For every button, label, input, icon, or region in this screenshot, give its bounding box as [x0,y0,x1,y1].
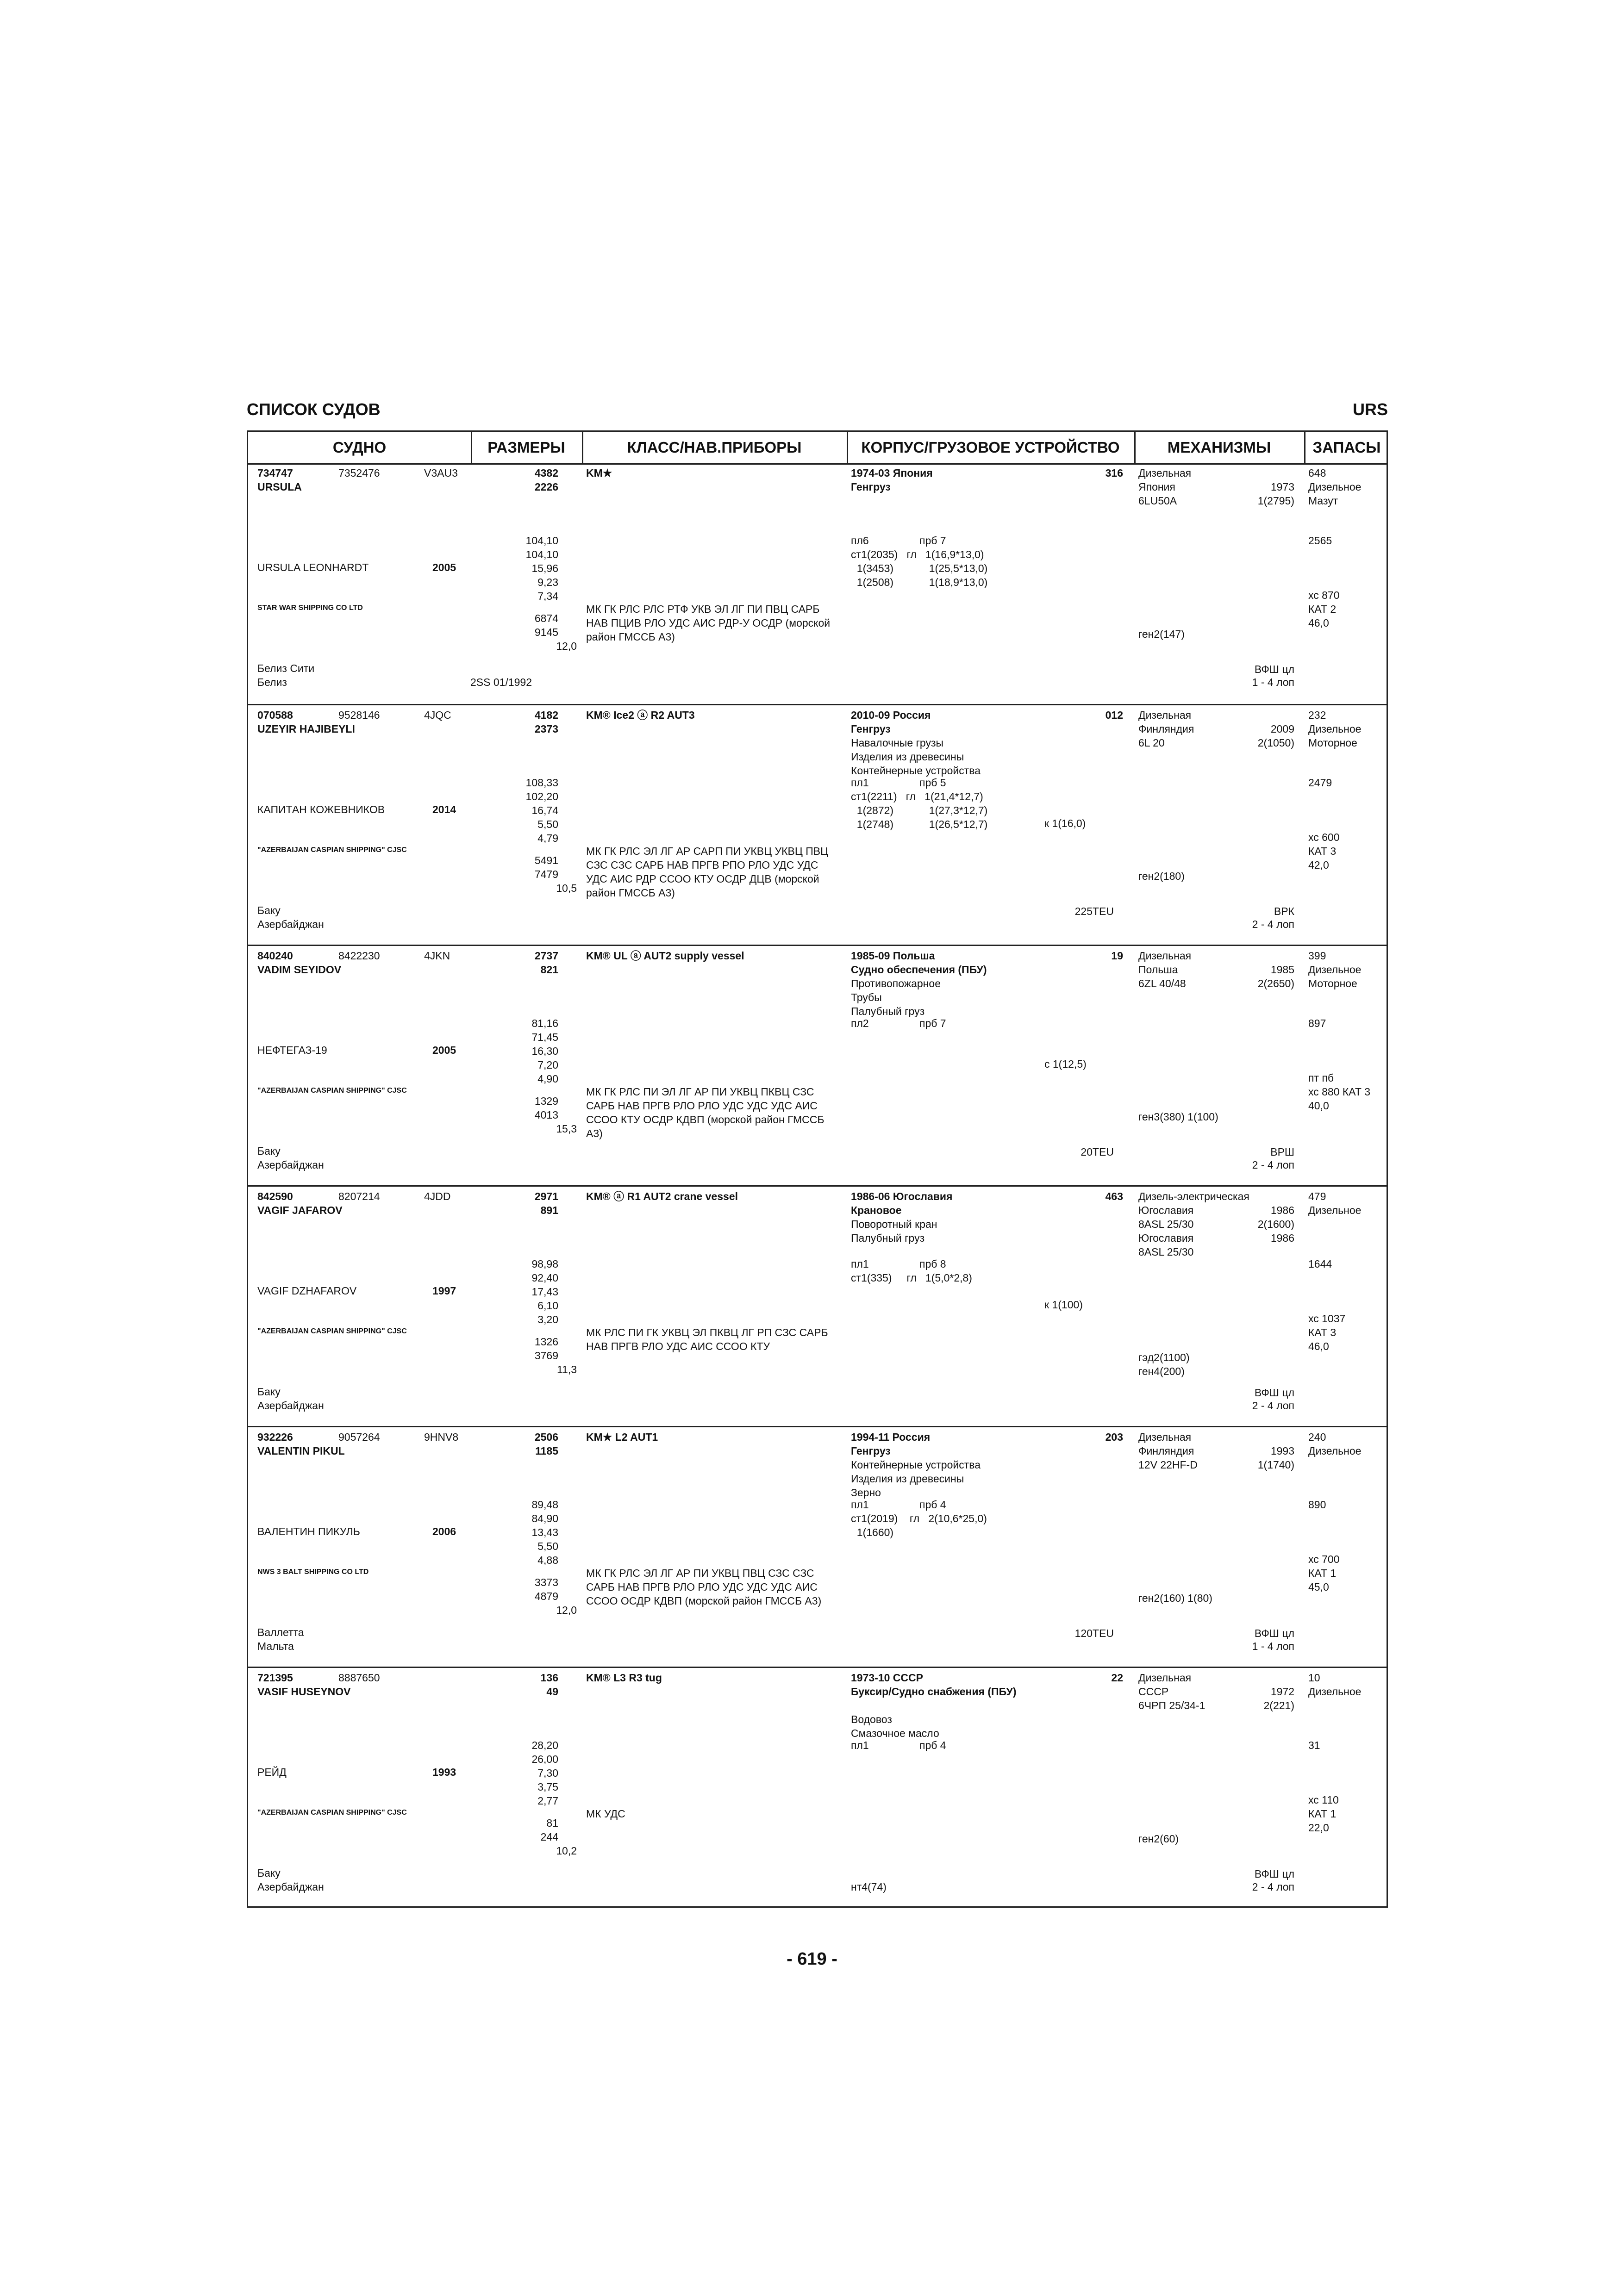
teu-capacity: 120TEU [1074,1627,1114,1639]
flag-country: Азербайджан [257,1400,324,1412]
deadweight-value: 3769 [534,1350,558,1362]
propeller-blades: 2 - 4 лоп [1252,1881,1294,1893]
deadweight-value: 244 [540,1831,558,1843]
class-notation: KM® UL ⓐ AUT2 supply vessel [586,950,744,962]
class-notation: KM® L3 R3 tug [586,1672,662,1684]
dimension-value: 2,77 [537,1795,558,1807]
generators: ген2(147) [1138,628,1185,640]
engine-country: Югославия [1138,1204,1194,1216]
dimension-value: 3,75 [537,1781,558,1793]
generators: ген2(60) [1138,1833,1179,1845]
dimension-value: 102,20 [525,790,558,803]
vessel-name: URSULA [257,481,302,493]
ship-record [248,463,1387,704]
teu-capacity: 20TEU [1081,1146,1114,1158]
ship-record [248,1185,1387,1427]
holds: пл6 [851,535,869,547]
flag-country: Белиз [257,676,287,688]
engine-model: 6L 20 [1138,737,1165,749]
cargo-volume: хс 700 [1308,1553,1340,1565]
engine-year-2: 1986 [1270,1232,1294,1244]
supply-capacity: 479 [1308,1190,1326,1202]
deadweight-value: 5491 [534,854,558,866]
class-notation: KM★ L2 AUT1 [586,1431,658,1443]
engine-year: 1986 [1270,1204,1294,1216]
net-tonnage: 891 [540,1204,558,1216]
engine-country: Польша [1138,964,1178,976]
net-tonnage: 821 [540,964,558,976]
dimension-value: 81,16 [531,1017,558,1029]
engine-year: 1972 [1270,1686,1294,1698]
propeller-blades: 1 - 4 лоп [1252,1640,1294,1652]
supply-capacity: 240 [1308,1431,1326,1443]
hatch-covers: ст1(2211) гл 1(21,4*12,7) 1(2872) 1(27,3*12,7) 1(2748) 1(26,5*12,7) [851,790,988,830]
engine-year: 2009 [1270,723,1294,735]
holds: пл1 [851,1258,869,1270]
imo-number: 9528146 [338,709,380,721]
dimension-value: 7,30 [537,1767,558,1779]
dimension-value: 28,20 [531,1739,558,1751]
gross-tonnage: 2737 [534,950,558,962]
bulkheads: прб 7 [919,1017,946,1029]
supply-volume: 2479 [1308,777,1332,789]
category: КАТ 1 [1308,1808,1337,1820]
propeller-type: ВФШ цл [1254,663,1294,675]
engine-country: СССР [1138,1686,1169,1698]
former-name: VAGIF DZHAFAROV [257,1285,357,1297]
engine-model: 6LU50A [1138,495,1177,507]
flag-country: Азербайджан [257,1881,324,1893]
category: КАТ 3 [1308,845,1337,857]
navigation-equipment: МК ГК РЛС РЛС РТФ УКВ ЭЛ ЛГ ПИ ПВЦ САРБ НАВ ПЦИВ РЛО УДС АИС РДР-У ОСДР (морской район ГМССБ А3) [586,603,831,643]
former-name-year: 1997 [432,1285,456,1297]
owner: "AZERBAIJAN CASPIAN SHIPPING" CJSC [257,1809,407,1817]
dimension-value: 71,45 [531,1031,558,1043]
gross-tonnage: 2506 [534,1431,558,1443]
vessel-type: Судно обеспечения (ПБУ) [851,964,987,976]
range: 46,0 [1308,617,1329,629]
navigation-equipment: МК ГК РЛС ПИ ЭЛ ЛГ АР ПИ УКВЦ ПКВЦ СЗС САРБ НАВ ПРГВ РЛО РЛО УДС УДС УДС АИС ССОО КТУ ОСДР КДВП (морской район ГМССБ А3) [586,1086,824,1139]
bulkheads: прб 7 [919,535,946,547]
reg-number: 734747 [257,467,293,479]
dimension-value: 108,33 [525,777,558,789]
holds: пл2 [851,1017,869,1029]
build-info: 1974-03 Япония [851,467,933,479]
engine-power: 2(1050) [1257,737,1294,749]
home-port: Баку [257,904,281,916]
former-name-year: 2005 [432,1044,456,1056]
vessel-name: UZEYIR HAJIBEYLI [257,723,355,735]
former-name: ВАЛЕНТИН ПИКУЛЬ [257,1525,360,1537]
supply-volume: 1644 [1308,1258,1332,1270]
fuel-grade: Моторное [1308,977,1357,989]
engine-power: 2(2650) [1257,977,1294,989]
dimension-value: 104,10 [525,548,558,560]
deadweight-value: 3373 [534,1576,558,1588]
crane: к 1(100) [1044,1299,1083,1311]
holds: пл1 [851,1739,869,1751]
header-machinery: МЕХАНИЗМЫ [1167,439,1271,456]
dimension-value: 92,40 [531,1272,558,1284]
header-hull: КОРПУС/ГРУЗОВОЕ УСТРОЙСТВО [861,439,1120,456]
bulkheads: прб 8 [919,1258,946,1270]
dimension-value: 84,90 [531,1512,558,1524]
ship-record [248,1426,1387,1668]
call-sign: 4JKN [424,950,450,962]
fuel-type: Дизельное [1308,481,1362,493]
generators: гэд2(1100) [1138,1351,1190,1363]
ship-table [247,430,1388,1908]
net-tonnage: 1185 [535,1445,558,1457]
dimension-value: 3,20 [537,1313,558,1325]
deadweight-value: 11,3 [556,1363,577,1375]
engine-year: 1993 [1270,1445,1294,1457]
owner: NWS 3 BALT SHIPPING CO LTD [257,1568,369,1576]
engine-power: 1(2795) [1257,495,1294,507]
build-info: 1986-06 Югославия [851,1190,953,1202]
fuel-grade: Моторное [1308,737,1357,749]
former-name-year: 2005 [432,561,456,573]
dimension-value: 89,48 [531,1499,558,1511]
propeller-type: ВРК [1274,905,1294,917]
reg-number: 070588 [257,709,293,721]
build-info: 2010-09 Россия [851,709,931,721]
propeller-type: ВФШ цл [1254,1868,1294,1880]
yard-code: 22 [1111,1672,1123,1684]
propeller-blades: 1 - 4 лоп [1252,676,1294,688]
page-title: СПИСОК СУДОВ [247,400,381,419]
deadweight-value: 12,0 [556,1604,577,1616]
deadweight-value: 15,3 [556,1123,577,1135]
deadweight-value: 7479 [534,868,558,880]
fuel-type: Дизельное [1308,1445,1362,1457]
table-header [248,432,1387,465]
navigation-equipment: МК ГК РЛС ЭЛ ЛГ АР ПИ УКВЦ ПВЦ СЗС СЗС САРБ НАВ ПРГВ РЛО РЛО УДС УДС УДС АИС ССОО ОСДР КДВП (морской район ГМССБ А3) [586,1567,822,1607]
reg-number: 840240 [257,950,293,962]
supply-volume: 2565 [1308,535,1332,547]
dimension-value: 4,79 [537,832,558,844]
dimension-value: 13,43 [531,1526,558,1538]
tank-info: нт4(74) [851,1881,887,1893]
engine-type: Дизельная [1138,467,1192,479]
propeller-blades: 2 - 4 лоп [1252,1400,1294,1412]
dimension-value: 104,10 [525,535,558,547]
reg-number: 932226 [257,1431,293,1443]
fuel-grade: Мазут [1308,495,1338,507]
gross-tonnage: 136 [540,1672,558,1684]
imo-number: 8422230 [338,950,380,962]
fuel-type: Дизельное [1308,1204,1362,1216]
propeller-blades: 2 - 4 лоп [1252,1159,1294,1171]
owner: "AZERBAIJAN CASPIAN SHIPPING" CJSC [257,1087,407,1095]
cargo-volume: хс 870 [1308,589,1340,601]
bulkheads: прб 5 [919,777,946,789]
cargo-volume: хс 1037 [1308,1313,1346,1325]
engine-type: Дизель-электрическая [1138,1190,1249,1202]
navigation-equipment: МК УДС [586,1808,625,1820]
ship-record [248,704,1387,946]
cargo-types: Навалочные грузы Изделия из древесины Контейнерные устройства [851,737,981,777]
engine-type: Дизельная [1138,1431,1192,1443]
ship-record [248,945,1387,1187]
gross-tonnage: 2971 [534,1190,558,1202]
vessel-type: Генгруз [851,481,891,493]
imo-number: 8207214 [338,1190,380,1202]
dimension-value: 17,43 [531,1286,558,1298]
yard-code: 203 [1105,1431,1123,1443]
ship-record [248,1667,1387,1909]
dimension-value: 4,90 [537,1073,558,1085]
cargo-volume: хс 110 [1308,1794,1339,1806]
engine-country: Финляндия [1138,1445,1194,1457]
owner: STAR WAR SHIPPING CO LTD [257,604,363,612]
vessel-type: Генгруз [851,723,891,735]
dimension-value: 98,98 [531,1258,558,1270]
engine-model-2: 8ASL 25/30 [1138,1246,1194,1258]
supply-capacity: 648 [1308,467,1326,479]
engine-type: Дизельная [1138,709,1192,721]
header-supplies: ЗАПАСЫ [1312,439,1381,456]
dimension-value: 5,50 [537,1540,558,1552]
cargo-types: Поворотный кран Палубный груз [851,1218,937,1244]
navigation-equipment: МК РЛС ПИ ГК УКВЦ ЭЛ ПКВЦ ЛГ РП СЗС САРБ НАВ ПРГВ РЛО УДС АИС ССОО КТУ [586,1326,828,1352]
flag-country: Азербайджан [257,918,324,930]
yard-code: 012 [1105,709,1123,721]
category: КАТ 2 [1308,603,1337,615]
vessel-type: Генгруз [851,1445,891,1457]
dimension-value: 5,50 [537,818,558,830]
teu-capacity: 225TEU [1074,905,1114,917]
reg-number: 842590 [257,1190,293,1202]
supply-volume: 890 [1308,1499,1326,1511]
engine-country: Япония [1138,481,1175,493]
cargo-volume: хс 600 [1308,831,1340,843]
gross-tonnage: 4182 [534,709,558,721]
range: 22,0 [1308,1822,1329,1834]
former-name-year: 1993 [432,1766,456,1778]
deadweight-value: 1329 [534,1095,558,1107]
header-vessel: СУДНО [332,439,387,456]
call-sign: 9HNV8 [424,1431,459,1443]
class-notation: KM★ [586,467,612,479]
home-port: Баку [257,1867,281,1879]
engine-power: 1(1740) [1257,1459,1294,1471]
yard-code: 316 [1105,467,1123,479]
navigation-equipment: МК ГК РЛС ЭЛ ЛГ АР САРП ПИ УКВЦ УКВЦ ПВЦ СЗС СЗС САРБ НАВ ПРГВ РПО РЛО УДС УДС УДС АИС РДР ССОО КТУ ОСДР ДЦВ (морской район ГМССБ А3) [586,845,829,899]
flag-country: Мальта [257,1640,294,1652]
vessel-name: VALENTIN PIKUL [257,1445,345,1457]
deadweight-value: 6874 [534,612,558,624]
engine-country: Финляндия [1138,723,1194,735]
range: 45,0 [1308,1581,1329,1593]
range: 40,0 [1308,1100,1329,1112]
home-port: Валлетта [257,1626,304,1638]
crane: к 1(16,0) [1044,817,1086,829]
imo-number: 9057264 [338,1431,380,1443]
cargo-types: Противопожарное Трубы Палубный груз [851,977,941,1017]
home-port: Баку [257,1145,281,1157]
engine-country-2: Югославия [1138,1232,1194,1244]
propeller-blades: 2 - 4 лоп [1252,918,1294,930]
fuel-type: Дизельное [1308,1686,1362,1698]
dimension-value: 7,20 [537,1059,558,1071]
hatch-covers: ст1(2035) гл 1(16,9*13,0) 1(3453) 1(25,5*13,0) 1(2508) 1(18,9*13,0) [851,548,988,588]
deadweight-value: 9145 [534,626,558,638]
hatch-covers: ст1(335) гл 1(5,0*2,8) [851,1272,972,1284]
former-name: НЕФТЕГАЗ-19 [257,1044,327,1056]
deadweight-value: 81 [546,1817,558,1829]
build-info: 1994-11 Россия [851,1431,931,1443]
dimension-value: 4,88 [537,1554,558,1566]
crane: с 1(12,5) [1044,1058,1087,1070]
propeller-type: ВФШ цл [1254,1627,1294,1639]
supply-capacity: 232 [1308,709,1326,721]
supply-capacity: 10 [1308,1672,1320,1684]
call-sign: 4JQC [424,709,451,721]
category: КАТ 3 [1308,1326,1337,1338]
header-dimensions: РАЗМЕРЫ [487,439,565,456]
yard-code: 463 [1105,1190,1123,1202]
engine-power: 2(1600) [1257,1218,1294,1230]
range: 46,0 [1308,1340,1329,1352]
dimension-value: 15,96 [531,562,558,574]
range: 42,0 [1308,859,1329,871]
deadweight-value: 4879 [534,1590,558,1602]
deadweight-value: 10,5 [556,882,577,894]
class-note: 2SS 01/1992 [470,676,532,688]
dimension-value: 16,30 [531,1045,558,1057]
former-name: КАПИТАН КОЖЕВНИКОВ [257,803,385,815]
header-class: КЛАСС/НАВ.ПРИБОРЫ [627,439,802,456]
engine-model: 8ASL 25/30 [1138,1218,1194,1230]
deadweight-value: 10,2 [556,1845,577,1857]
net-tonnage: 49 [546,1686,558,1698]
page-number: - 619 - [787,1949,837,1969]
gross-tonnage: 4382 [534,467,558,479]
vessel-name: VASIF HUSEYNOV [257,1686,351,1698]
former-name-year: 2006 [432,1525,456,1537]
hatch-covers: ст1(2019) гл 2(10,6*25,0) 1(1660) [851,1512,987,1538]
vessel-name: VAGIF JAFAROV [257,1204,343,1216]
vessel-type: Крановое [851,1204,902,1216]
supply-volume: 897 [1308,1017,1326,1029]
deadweight-value: 1326 [534,1336,558,1348]
cargo-types: Водовоз Смазочное масло [851,1713,939,1739]
engine-model: 6ZL 40/48 [1138,977,1186,989]
page-code: URS [1352,400,1388,419]
supply-volume: 31 [1308,1739,1320,1751]
imo-number: 7352476 [338,467,380,479]
dimension-value: 26,00 [531,1753,558,1765]
generators: ген2(180) [1138,870,1185,882]
home-port: Белиз Сити [257,662,315,674]
fuel-type: Дизельное [1308,723,1362,735]
bulkheads: прб 4 [919,1739,946,1751]
net-tonnage: 2373 [534,723,558,735]
engine-year: 1985 [1270,964,1294,976]
propeller-type: ВФШ цл [1254,1387,1294,1399]
call-sign: V3AU3 [424,467,458,479]
owner: "AZERBAIJAN CASPIAN SHIPPING" CJSC [257,1327,407,1335]
supply-capacity: 399 [1308,950,1326,962]
deadweight-value: 12,0 [556,640,577,652]
reg-number: 721395 [257,1672,293,1684]
generators: ген2(160) 1(80) [1138,1592,1212,1604]
generators-2: ген4(200) [1138,1365,1185,1377]
category: хс 880 КАТ 3 [1308,1086,1371,1098]
former-name: URSULA LEONHARDT [257,561,369,573]
build-info: 1985-09 Польша [851,950,935,962]
imo-number: 8887650 [338,1672,380,1684]
engine-power: 2(221) [1263,1699,1294,1711]
vessel-type: Буксир/Судно снабжения (ПБУ) [851,1686,1017,1698]
class-notation: KM® Ice2 ⓐ R2 AUT3 [586,709,695,721]
net-tonnage: 2226 [534,481,558,493]
bulkheads: прб 4 [919,1499,946,1511]
engine-year: 1973 [1270,481,1294,493]
dimension-value: 16,74 [531,804,558,816]
deadweight-value: 4013 [534,1109,558,1121]
cargo-types: Контейнерные устройства Изделия из древесины Зерно [851,1459,981,1499]
yard-code: 19 [1111,950,1123,962]
engine-type: Дизельная [1138,1672,1192,1684]
propeller-type: ВРШ [1270,1146,1294,1158]
engine-model: 12V 22HF-D [1138,1459,1198,1471]
category: КАТ 1 [1308,1567,1337,1579]
dimension-value: 7,34 [537,590,558,602]
holds: пл1 [851,777,869,789]
engine-type: Дизельная [1138,950,1192,962]
owner: "AZERBAIJAN CASPIAN SHIPPING" CJSC [257,846,407,854]
call-sign: 4JDD [424,1190,451,1202]
cargo-volume: пт пб [1308,1072,1334,1084]
former-name: РЕЙД [257,1766,287,1778]
build-info: 1973-10 СССР [851,1672,923,1684]
dimension-value: 6,10 [537,1300,558,1312]
fuel-type: Дизельное [1308,964,1362,976]
class-notation: KM® ⓐ R1 AUT2 crane vessel [586,1190,738,1202]
home-port: Баку [257,1386,281,1398]
dimension-value: 9,23 [537,576,558,588]
former-name-year: 2014 [432,803,456,815]
generators: ген3(380) 1(100) [1138,1111,1218,1123]
engine-model: 6ЧРП 25/34-1 [1138,1699,1206,1711]
flag-country: Азербайджан [257,1159,324,1171]
vessel-name: VADIM SEYIDOV [257,964,342,976]
holds: пл1 [851,1499,869,1511]
